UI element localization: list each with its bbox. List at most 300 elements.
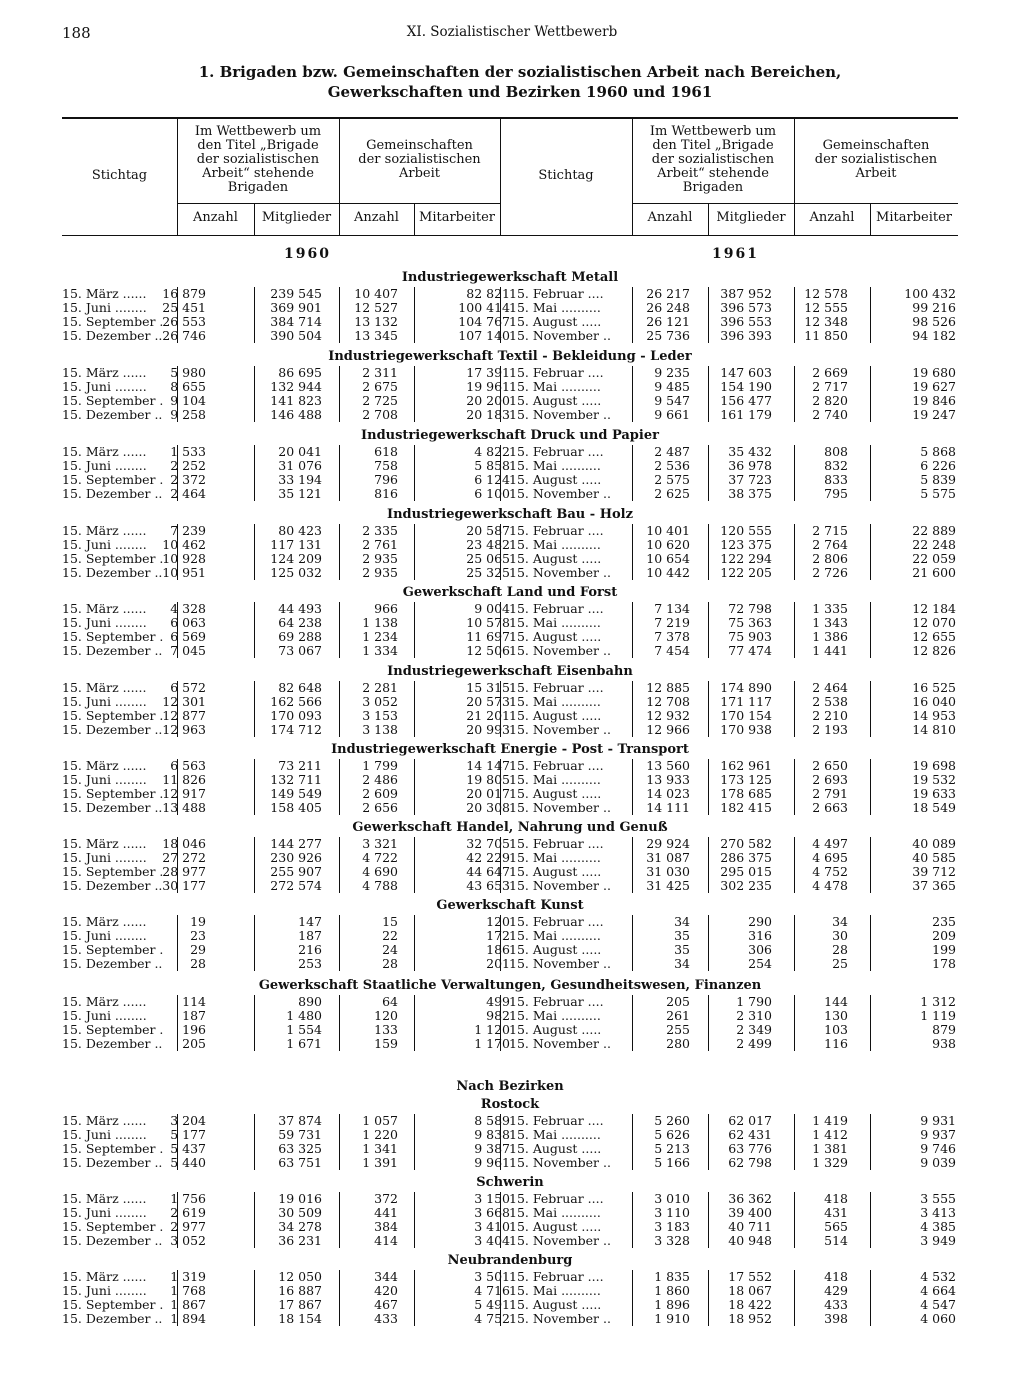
value-cell: 37 723	[728, 472, 772, 487]
value-cell: 890	[298, 994, 322, 1009]
value-cell: 1 335	[812, 601, 848, 616]
value-cell: 178	[932, 956, 956, 971]
value-cell: 7 239	[170, 523, 206, 538]
stichtag-cell: 15. Februar ....	[509, 601, 604, 616]
value-cell: 11 850	[804, 328, 848, 343]
value-cell: 1 671	[286, 1036, 322, 1051]
value-cell: 239 545	[270, 286, 322, 301]
stichtag-cell: 15. August .....	[509, 472, 602, 487]
stichtag-cell: 15. Februar ....	[509, 680, 604, 695]
value-cell: 156 477	[720, 393, 772, 408]
statistics-table	[62, 117, 958, 1326]
value-cell: 286 375	[720, 850, 772, 865]
value-cell: 2 669	[812, 365, 848, 380]
value-cell: 2 715	[812, 523, 848, 538]
stichtag-cell: 15. August .....	[509, 942, 602, 957]
value-cell: 22 889	[912, 523, 956, 538]
value-cell: 2 464	[812, 680, 848, 695]
value-cell: 12 301	[162, 694, 206, 709]
value-cell: 170 093	[270, 708, 322, 723]
group-rows	[62, 1270, 958, 1326]
value-cell: 120	[486, 914, 510, 929]
table-title	[120, 62, 920, 102]
table-row	[62, 709, 958, 723]
value-cell: 16 040	[912, 694, 956, 709]
value-cell: 34	[832, 914, 848, 929]
value-cell: 398	[824, 1311, 848, 1326]
value-cell: 20 573	[466, 694, 510, 709]
value-cell: 4 664	[920, 1283, 956, 1298]
value-cell: 63 751	[278, 1155, 322, 1170]
value-cell: 20 308	[466, 800, 510, 815]
value-cell: 170 938	[720, 722, 772, 737]
value-cell: 170 154	[720, 708, 772, 723]
value-cell: 12 932	[646, 708, 690, 723]
value-cell: 7 045	[170, 643, 206, 658]
table-row	[62, 723, 958, 737]
stichtag-cell: 15. Februar ....	[509, 994, 604, 1009]
table-row	[62, 695, 958, 709]
value-cell: 154 190	[720, 379, 772, 394]
value-cell: 33 194	[278, 472, 322, 487]
value-cell: 14 111	[646, 800, 690, 815]
value-cell: 18 046	[162, 836, 206, 851]
value-cell: 40 585	[912, 850, 956, 865]
value-cell: 100 432	[904, 286, 956, 301]
table-row	[62, 1312, 958, 1326]
table-row	[62, 929, 958, 943]
value-cell: 3 150	[474, 1191, 510, 1206]
value-cell: 1 799	[362, 758, 398, 773]
value-cell: 12 506	[466, 643, 510, 658]
value-cell: 2 335	[362, 523, 398, 538]
value-cell: 18 549	[912, 800, 956, 815]
stichtag-cell: 15. August .....	[509, 864, 602, 879]
value-cell: 20 200	[466, 393, 510, 408]
value-cell: 5 491	[474, 1297, 510, 1312]
value-cell: 19 846	[912, 393, 956, 408]
value-cell: 254	[748, 956, 772, 971]
value-cell: 4 328	[170, 601, 206, 616]
value-cell: 3 010	[654, 1191, 690, 1206]
stichtag-cell: 15. März ......	[62, 601, 147, 616]
stichtag-cell: 15. November ..	[509, 1311, 611, 1326]
value-cell: 174 890	[720, 680, 772, 695]
header-wettbewerb-right	[632, 125, 794, 195]
value-cell: 384 714	[270, 314, 322, 329]
value-cell: 9 661	[654, 407, 690, 422]
value-cell: 103	[824, 1022, 848, 1037]
value-cell: 6 124	[474, 472, 510, 487]
value-cell: 13 933	[646, 772, 690, 787]
stichtag-cell: 15. Februar ....	[509, 286, 604, 301]
stichtag-cell: 15. Februar ....	[509, 1113, 604, 1128]
value-cell: 2 486	[362, 772, 398, 787]
value-cell: 396 553	[720, 314, 772, 329]
value-cell: 1 170	[474, 1036, 510, 1051]
stichtag-cell: 15. Juni ........	[62, 379, 147, 394]
value-cell: 6 569	[170, 629, 206, 644]
group-rows	[62, 995, 958, 1051]
year-label-1960: 1960	[284, 246, 331, 262]
value-cell: 132 944	[270, 379, 322, 394]
value-cell: 40 711	[728, 1219, 772, 1234]
value-cell: 795	[824, 486, 848, 501]
value-cell: 1 138	[362, 615, 398, 630]
stichtag-cell: 15. November ..	[509, 486, 611, 501]
value-cell: 116	[824, 1036, 848, 1051]
stichtag-cell: 15. Februar ....	[509, 914, 604, 929]
stichtag-cell: 15. Februar ....	[509, 1269, 604, 1284]
value-cell: 34	[674, 956, 690, 971]
value-cell: 3 555	[920, 1191, 956, 1206]
table-row	[62, 1037, 958, 1051]
table-row	[62, 380, 958, 394]
value-cell: 20 017	[466, 786, 510, 801]
value-cell: 4 752	[812, 864, 848, 879]
value-cell: 82 648	[278, 680, 322, 695]
value-cell: 12 578	[804, 286, 848, 301]
value-cell: 12 826	[912, 643, 956, 658]
header-text: Brigaden	[682, 180, 744, 195]
value-cell: 22 248	[912, 537, 956, 552]
value-cell: 10 928	[162, 551, 206, 566]
stichtag-cell: 15. September .	[62, 551, 164, 566]
stichtag-cell: 15. Februar ....	[509, 1191, 604, 1206]
value-cell: 141 823	[270, 393, 322, 408]
stichtag-cell: 15. Februar ....	[509, 523, 604, 538]
value-cell: 290	[748, 914, 772, 929]
table-row	[62, 1128, 958, 1142]
stichtag-cell: 15. November ..	[509, 328, 611, 343]
value-cell: 1 554	[286, 1022, 322, 1037]
value-cell: 9 104	[170, 393, 206, 408]
value-cell: 16 887	[278, 1283, 322, 1298]
value-cell: 302 235	[720, 878, 772, 893]
value-cell: 62 017	[728, 1113, 772, 1128]
value-cell: 10 654	[646, 551, 690, 566]
stichtag-cell: 15. Mai ..........	[509, 1008, 601, 1023]
table-row	[62, 759, 958, 773]
value-cell: 107 140	[458, 328, 510, 343]
value-cell: 966	[374, 601, 398, 616]
value-cell: 17 552	[728, 1269, 772, 1284]
value-cell: 117 131	[270, 537, 322, 552]
stichtag-cell: 15. Dezember ..	[62, 722, 163, 737]
value-cell: 369 901	[270, 300, 322, 315]
value-cell: 75 903	[728, 629, 772, 644]
value-cell: 114	[182, 994, 206, 1009]
value-cell: 7 378	[654, 629, 690, 644]
value-cell: 3 204	[170, 1113, 206, 1128]
value-cell: 3 153	[362, 708, 398, 723]
stichtag-cell: 15. November ..	[509, 956, 611, 971]
value-cell: 2 372	[170, 472, 206, 487]
stichtag-cell: 15. Juni ........	[62, 1205, 147, 1220]
header-anzahl: Anzahl	[354, 210, 399, 225]
value-cell: 12 070	[912, 615, 956, 630]
table-row	[62, 681, 958, 695]
group-rows	[62, 287, 958, 343]
stichtag-cell: 15. September .	[62, 1141, 164, 1156]
value-cell: 429	[824, 1283, 848, 1298]
value-cell: 384	[374, 1219, 398, 1234]
stichtag-cell: 15. Juni ........	[62, 458, 147, 473]
value-cell: 3 413	[920, 1205, 956, 1220]
stichtag-cell: 15. Februar ....	[509, 758, 604, 773]
value-cell: 32 705	[466, 836, 510, 851]
value-cell: 19 633	[912, 786, 956, 801]
header-mitglieder: Mitglieder	[716, 210, 786, 225]
value-cell: 27 272	[162, 850, 206, 865]
value-cell: 59 731	[278, 1127, 322, 1142]
value-cell: 13 345	[354, 328, 398, 343]
value-cell: 35	[674, 928, 690, 943]
value-cell: 3 183	[654, 1219, 690, 1234]
group-rows	[62, 602, 958, 658]
header-anzahl: Anzahl	[647, 210, 693, 225]
value-cell: 19 247	[912, 407, 956, 422]
stichtag-cell: 15. März ......	[62, 914, 147, 929]
value-cell: 5 260	[654, 1113, 690, 1128]
table-row	[62, 524, 958, 538]
value-cell: 19 961	[466, 379, 510, 394]
value-cell: 62 798	[728, 1155, 772, 1170]
value-cell: 2 935	[362, 551, 398, 566]
header-text: Brigaden	[227, 180, 289, 195]
value-cell: 72 798	[728, 601, 772, 616]
value-cell: 1 867	[170, 1297, 206, 1312]
table-row	[62, 1298, 958, 1312]
value-cell: 9 961	[474, 1155, 510, 1170]
value-cell: 2 663	[812, 800, 848, 815]
value-cell: 12 184	[912, 601, 956, 616]
value-cell: 441	[374, 1205, 398, 1220]
stichtag-cell: 15. Juni ........	[62, 615, 147, 630]
value-cell: 15	[382, 914, 398, 929]
value-cell: 123 375	[720, 537, 772, 552]
table-row	[62, 957, 958, 971]
value-cell: 1 835	[654, 1269, 690, 1284]
value-cell: 124 209	[270, 551, 322, 566]
table-row	[62, 773, 958, 787]
value-cell: 122 205	[720, 565, 772, 580]
value-cell: 2 575	[654, 472, 690, 487]
stichtag-cell: 15. September .	[62, 629, 164, 644]
value-cell: 73 067	[278, 643, 322, 658]
table-row	[62, 837, 958, 851]
value-cell: 64 238	[278, 615, 322, 630]
stichtag-cell: 15. September .	[62, 942, 164, 957]
stichtag-cell: 15. März ......	[62, 286, 147, 301]
stichtag-cell: 15. September .	[62, 393, 164, 408]
value-cell: 15 315	[466, 680, 510, 695]
value-cell: 5 868	[920, 444, 956, 459]
value-cell: 19 016	[278, 1191, 322, 1206]
value-cell: 11 826	[162, 772, 206, 787]
value-cell: 1 312	[920, 994, 956, 1009]
value-cell: 2 761	[362, 537, 398, 552]
value-cell: 2 625	[654, 486, 690, 501]
value-cell: 372	[374, 1191, 398, 1206]
stichtag-cell: 15. Juni ........	[62, 694, 147, 709]
stichtag-cell: 15. August .....	[509, 1297, 602, 1312]
value-cell: 8 589	[474, 1113, 510, 1128]
running-head: XI. Sozialistischer Wettbewerb	[406, 24, 618, 40]
value-cell: 12 348	[804, 314, 848, 329]
value-cell: 28 977	[162, 864, 206, 879]
table-row	[62, 630, 958, 644]
table-row	[62, 1270, 958, 1284]
stichtag-cell: 15. Dezember ..	[62, 800, 163, 815]
value-cell: 306	[748, 942, 772, 957]
stichtag-cell: 15. Juni ........	[62, 1127, 147, 1142]
value-cell: 10 401	[646, 523, 690, 538]
value-cell: 130	[824, 1008, 848, 1023]
value-cell: 3 410	[474, 1219, 510, 1234]
value-cell: 35 121	[278, 486, 322, 501]
value-cell: 2 252	[170, 458, 206, 473]
value-cell: 2 193	[812, 722, 848, 737]
value-cell: 26 248	[646, 300, 690, 315]
table-row	[62, 1009, 958, 1023]
group-rows	[62, 759, 958, 815]
value-cell: 3 501	[474, 1269, 510, 1284]
header-gemeinschaften-left	[339, 139, 500, 181]
value-cell: 1 057	[362, 1113, 398, 1128]
value-cell: 12 555	[804, 300, 848, 315]
stichtag-cell: 15. Dezember ..	[62, 643, 163, 658]
value-cell: 396 573	[720, 300, 772, 315]
header-text: der sozialistischen	[196, 152, 320, 167]
stichtag-cell: 15. November ..	[509, 800, 611, 815]
value-cell: 173 125	[720, 772, 772, 787]
stichtag-cell: 15. November ..	[509, 1233, 611, 1248]
value-cell: 35	[674, 942, 690, 957]
value-cell: 1 756	[170, 1191, 206, 1206]
value-cell: 19 805	[466, 772, 510, 787]
group-title: Industriegewerkschaft Eisenbahn	[387, 664, 633, 679]
value-cell: 158 405	[270, 800, 322, 815]
value-cell: 1 319	[170, 1269, 206, 1284]
value-cell: 3 668	[474, 1205, 510, 1220]
value-cell: 4 822	[474, 444, 510, 459]
value-cell: 99 216	[912, 300, 956, 315]
value-cell: 1 910	[654, 1311, 690, 1326]
value-cell: 796	[374, 472, 398, 487]
table-row	[62, 487, 958, 501]
value-cell: 2 499	[736, 1036, 772, 1051]
value-cell: 2 740	[812, 407, 848, 422]
value-cell: 30 509	[278, 1205, 322, 1220]
value-cell: 514	[824, 1233, 848, 1248]
value-cell: 433	[824, 1297, 848, 1312]
value-cell: 22 059	[912, 551, 956, 566]
value-cell: 270 582	[720, 836, 772, 851]
value-cell: 205	[182, 1036, 206, 1051]
value-cell: 3 052	[170, 1233, 206, 1248]
value-cell: 16 525	[912, 680, 956, 695]
value-cell: 5 626	[654, 1127, 690, 1142]
value-cell: 178 685	[720, 786, 772, 801]
value-cell: 390 504	[270, 328, 322, 343]
value-cell: 12 655	[912, 629, 956, 644]
value-cell: 431	[824, 1205, 848, 1220]
stichtag-cell: 15. Dezember ..	[62, 956, 163, 971]
header-text: den Titel „Brigade	[652, 138, 774, 153]
group-rows	[62, 366, 958, 422]
group-rows	[62, 915, 958, 971]
value-cell: 618	[374, 444, 398, 459]
value-cell: 982	[486, 1008, 510, 1023]
value-cell: 16 879	[162, 286, 206, 301]
value-cell: 1 860	[654, 1283, 690, 1298]
stichtag-cell: 15. August .....	[509, 1022, 602, 1037]
value-cell: 2 210	[812, 708, 848, 723]
stichtag-cell: 15. August .....	[509, 708, 602, 723]
value-cell: 8 655	[170, 379, 206, 394]
value-cell: 1 234	[362, 629, 398, 644]
group-title: Neubrandenburg	[447, 1253, 573, 1268]
value-cell: 196	[182, 1022, 206, 1037]
value-cell: 9 387	[474, 1141, 510, 1156]
value-cell: 235	[932, 914, 956, 929]
value-cell: 146 488	[270, 407, 322, 422]
value-cell: 75 363	[728, 615, 772, 630]
stichtag-cell: 15. Dezember ..	[62, 878, 163, 893]
value-cell: 9 838	[474, 1127, 510, 1142]
value-cell: 2 536	[654, 458, 690, 473]
table-row	[62, 1142, 958, 1156]
header-text: Im Wettbewerb um	[649, 124, 777, 139]
value-cell: 13 560	[646, 758, 690, 773]
value-cell: 14 147	[466, 758, 510, 773]
value-cell: 10 407	[354, 286, 398, 301]
group-title: Industriegewerkschaft Metall	[401, 270, 619, 285]
value-cell: 77 474	[728, 643, 772, 658]
group-title: Gewerkschaft Land und Forst	[402, 585, 618, 600]
table-row	[62, 287, 958, 301]
value-cell: 29 924	[646, 836, 690, 851]
value-cell: 2 311	[362, 365, 398, 380]
table-row	[62, 1206, 958, 1220]
value-cell: 1 533	[170, 444, 206, 459]
value-cell: 3 110	[654, 1205, 690, 1220]
table-row	[62, 566, 958, 580]
table-row	[62, 445, 958, 459]
header-text: Gemeinschaften	[366, 138, 473, 153]
stichtag-cell: 15. Mai ..........	[509, 379, 601, 394]
value-cell: 35 432	[728, 444, 772, 459]
stichtag-cell: 15. August .....	[509, 393, 602, 408]
value-cell: 149 549	[270, 786, 322, 801]
value-cell: 2 977	[170, 1219, 206, 1234]
value-cell: 10 578	[466, 615, 510, 630]
value-cell: 6 100	[474, 486, 510, 501]
value-cell: 120 555	[720, 523, 772, 538]
group-rows	[62, 524, 958, 580]
value-cell: 1 343	[812, 615, 848, 630]
value-cell: 9 485	[654, 379, 690, 394]
value-cell: 2 806	[812, 551, 848, 566]
value-cell: 2 820	[812, 393, 848, 408]
value-cell: 199	[932, 942, 956, 957]
stichtag-cell: 15. Mai ..........	[509, 694, 601, 709]
value-cell: 255 907	[270, 864, 322, 879]
value-cell: 4 690	[362, 864, 398, 879]
value-cell: 23 482	[466, 537, 510, 552]
value-cell: 13 488	[162, 800, 206, 815]
